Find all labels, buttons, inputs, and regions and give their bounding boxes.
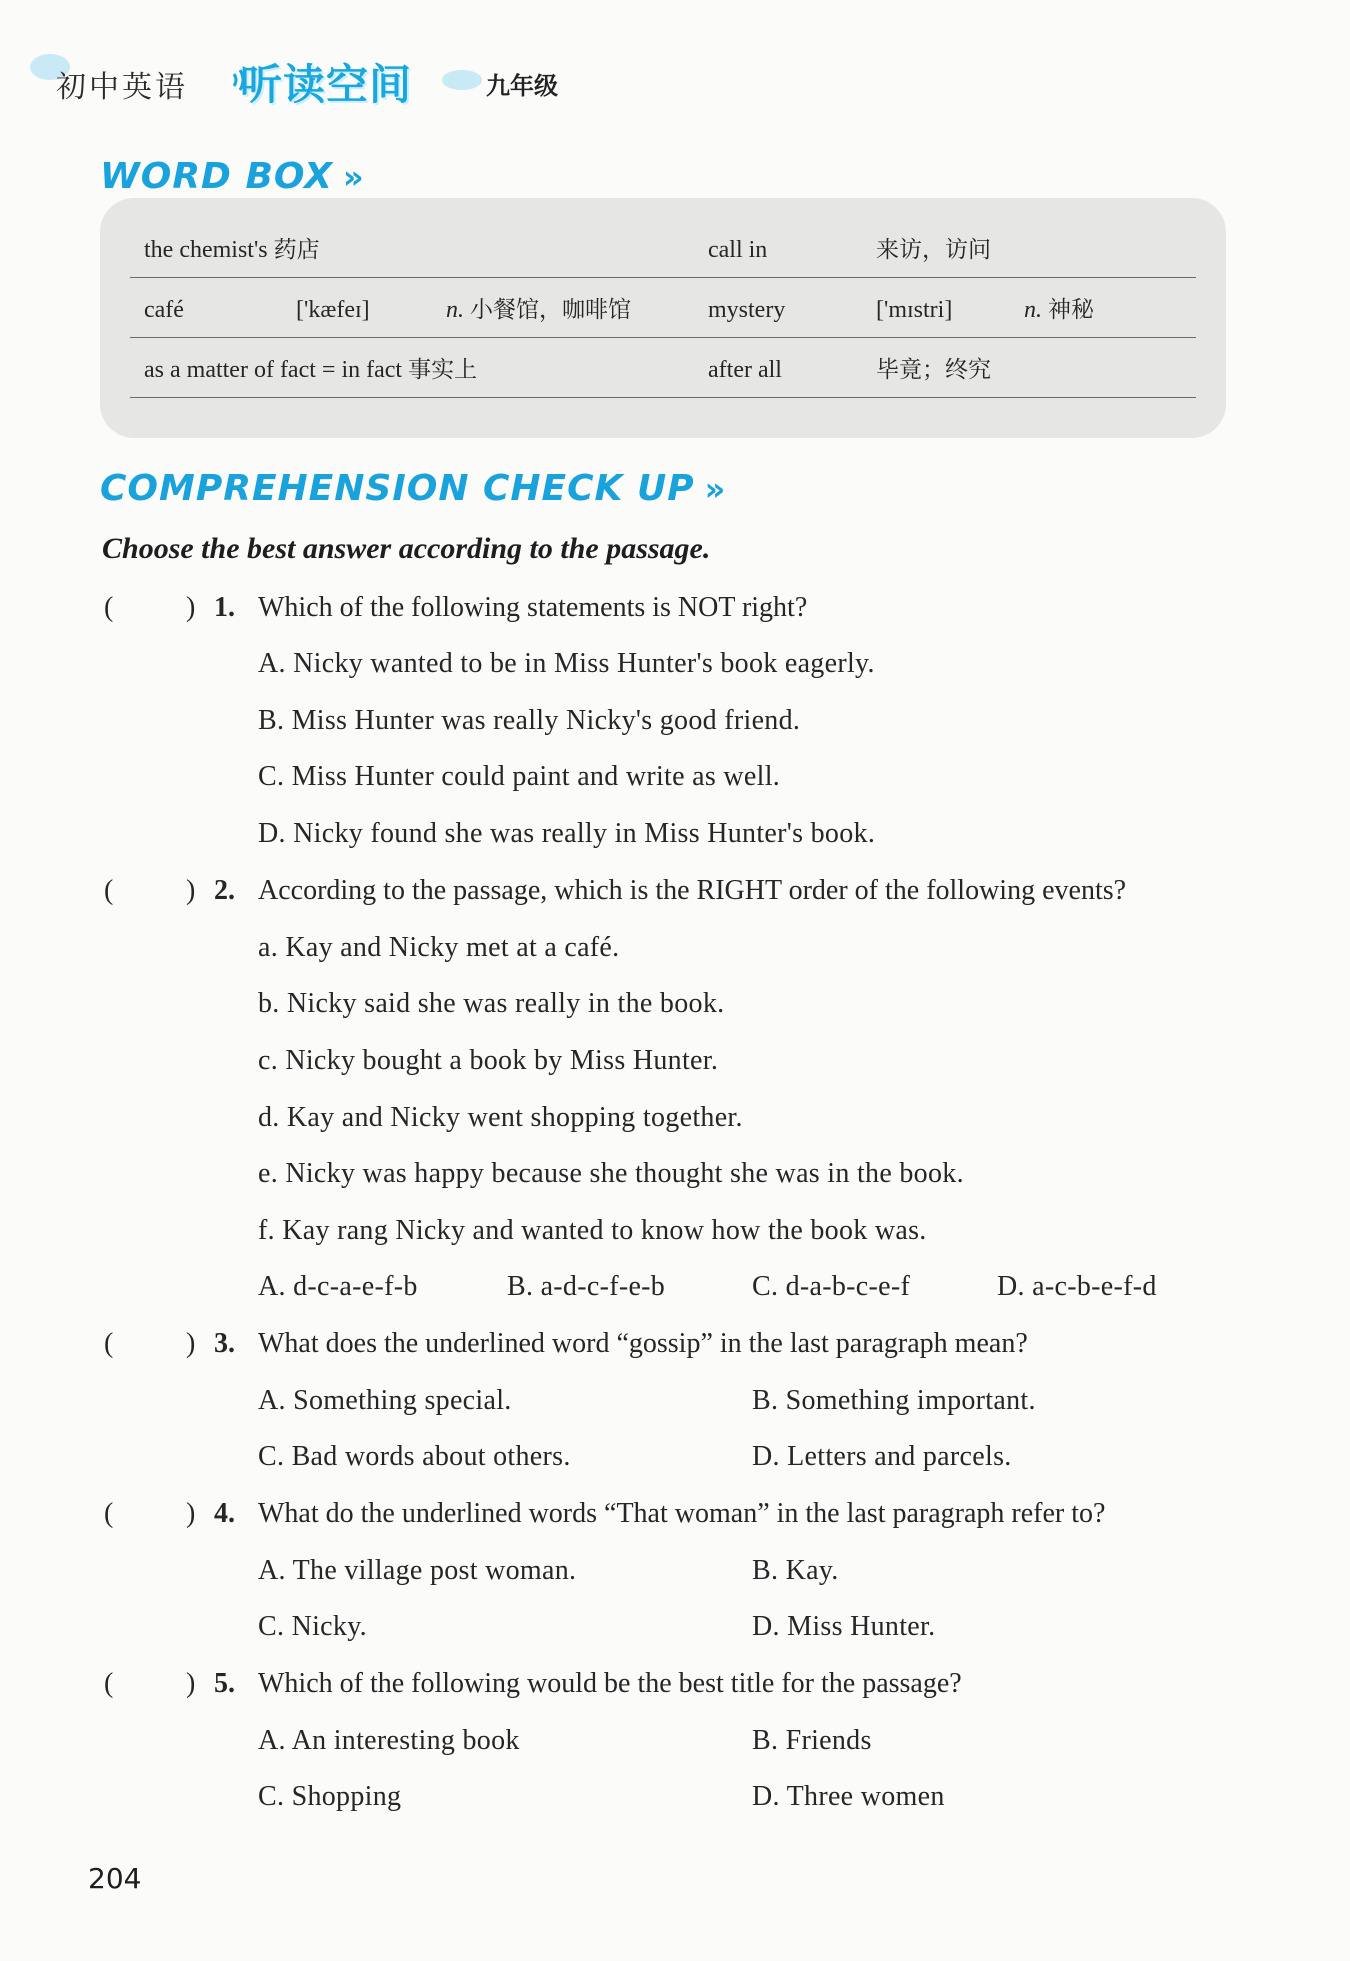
page-number: 204	[88, 1862, 142, 1895]
option-a[interactable]: A. The village post woman.	[258, 1555, 577, 1586]
double-chevron-icon: »	[704, 470, 727, 508]
question-number: 5.	[214, 1668, 235, 1699]
word-box	[100, 198, 1226, 438]
event-f: f. Kay rang Nicky and wanted to know how the book was.	[258, 1215, 927, 1246]
word-box-row	[130, 278, 1196, 338]
option-c[interactable]: C. Shopping	[258, 1781, 402, 1812]
option-b[interactable]: B. Kay.	[752, 1555, 839, 1586]
answer-blank-open[interactable]: (	[104, 1328, 114, 1359]
option-b[interactable]: B. Miss Hunter was really Nicky's good friend.	[258, 705, 801, 736]
option-b[interactable]: B. Friends	[752, 1725, 872, 1756]
question-text: Which of the following would be the best title for the passage?	[258, 1668, 962, 1699]
vocab-meaning: 来访，访问	[876, 237, 991, 263]
option-d[interactable]: D. Letters and parcels.	[752, 1441, 1012, 1472]
option-d[interactable]: D. Three women	[752, 1781, 945, 1812]
answer-blank-close: )	[186, 1668, 196, 1699]
question-number: 2.	[214, 875, 235, 906]
option-c[interactable]: C. Miss Hunter could paint and write as well.	[258, 761, 781, 792]
vocab-phonetic: ['kæfeɪ]	[296, 297, 370, 323]
option-a[interactable]: A. Nicky wanted to be in Miss Hunter's book eagerly.	[258, 648, 875, 679]
option-c[interactable]: C. Nicky.	[258, 1611, 367, 1642]
instruction-text: Choose the best answer according to the passage.	[102, 532, 711, 565]
vocab-meaning: 毕竟；终究	[876, 357, 991, 383]
vocab-word: as a matter of fact = in fact 事实上	[144, 357, 478, 383]
brand-logo-text: 听读空间	[240, 60, 413, 109]
question-text: Which of the following statements is NOT right?	[258, 592, 808, 623]
vocab-definition: n. 神秘	[1024, 297, 1094, 323]
option-c[interactable]: C. d-a-b-c-e-f	[752, 1271, 911, 1302]
vocab-word: the chemist's 药店	[144, 237, 320, 263]
answer-blank-close: )	[186, 1498, 196, 1529]
option-b[interactable]: B. Something important.	[752, 1385, 1036, 1416]
question-number: 1.	[214, 592, 235, 623]
event-d: d. Kay and Nicky went shopping together.	[258, 1102, 743, 1133]
answer-blank-open[interactable]: (	[104, 875, 114, 906]
answer-blank-close: )	[186, 1328, 196, 1359]
question-number: 3.	[214, 1328, 235, 1359]
answer-blank-close: )	[186, 592, 196, 623]
answer-blank-open[interactable]: (	[104, 1498, 114, 1529]
divider	[130, 397, 1196, 398]
event-c: c. Nicky bought a book by Miss Hunter.	[258, 1045, 719, 1076]
event-e: e. Nicky was happy because she thought she was in the book.	[258, 1158, 964, 1189]
question-text: What do the underlined words “That woman” in the last paragraph refer to?	[258, 1498, 1106, 1529]
vocab-word: call in	[708, 237, 768, 263]
grade-label: 九年级	[486, 72, 558, 100]
vocab-definition: n. 小餐馆，咖啡馆	[446, 297, 631, 323]
comprehension-title: COMPREHENSION CHECK UP »	[100, 468, 727, 509]
vocab-phonetic: ['mɪstri]	[876, 297, 953, 323]
question-text: What does the underlined word “gossip” in the last paragraph mean?	[258, 1328, 1028, 1359]
option-a[interactable]: A. An interesting book	[258, 1725, 520, 1756]
series-title: 初中英语	[56, 70, 188, 105]
option-c[interactable]: C. Bad words about others.	[258, 1441, 571, 1472]
word-box-row	[130, 218, 1196, 278]
word-box-row	[130, 338, 1196, 398]
double-chevron-icon: »	[342, 158, 365, 196]
event-a: a. Kay and Nicky met at a café.	[258, 932, 620, 963]
option-d[interactable]: D. a-c-b-e-f-d	[997, 1271, 1157, 1302]
question-text: According to the passage, which is the RIGHT order of the following events?	[258, 875, 1127, 906]
option-d[interactable]: D. Nicky found she was really in Miss Hunter's book.	[258, 818, 876, 849]
option-d[interactable]: D. Miss Hunter.	[752, 1611, 936, 1642]
vocab-word: after all	[708, 357, 782, 383]
option-a[interactable]: A. d-c-a-e-f-b	[258, 1271, 418, 1302]
bubble-decoration	[442, 70, 482, 90]
option-b[interactable]: B. a-d-c-f-e-b	[507, 1271, 666, 1302]
vocab-word: mystery	[708, 297, 786, 323]
page-header	[30, 48, 590, 118]
answer-blank-open[interactable]: (	[104, 592, 114, 623]
option-a[interactable]: A. Something special.	[258, 1385, 512, 1416]
event-b: b. Nicky said she was really in the book.	[258, 988, 725, 1019]
answer-blank-close: )	[186, 875, 196, 906]
question-number: 4.	[214, 1498, 235, 1529]
answer-blank-open[interactable]: (	[104, 1668, 114, 1699]
word-box-title: WORD BOX »	[100, 156, 365, 197]
vocab-word: café	[144, 297, 184, 323]
